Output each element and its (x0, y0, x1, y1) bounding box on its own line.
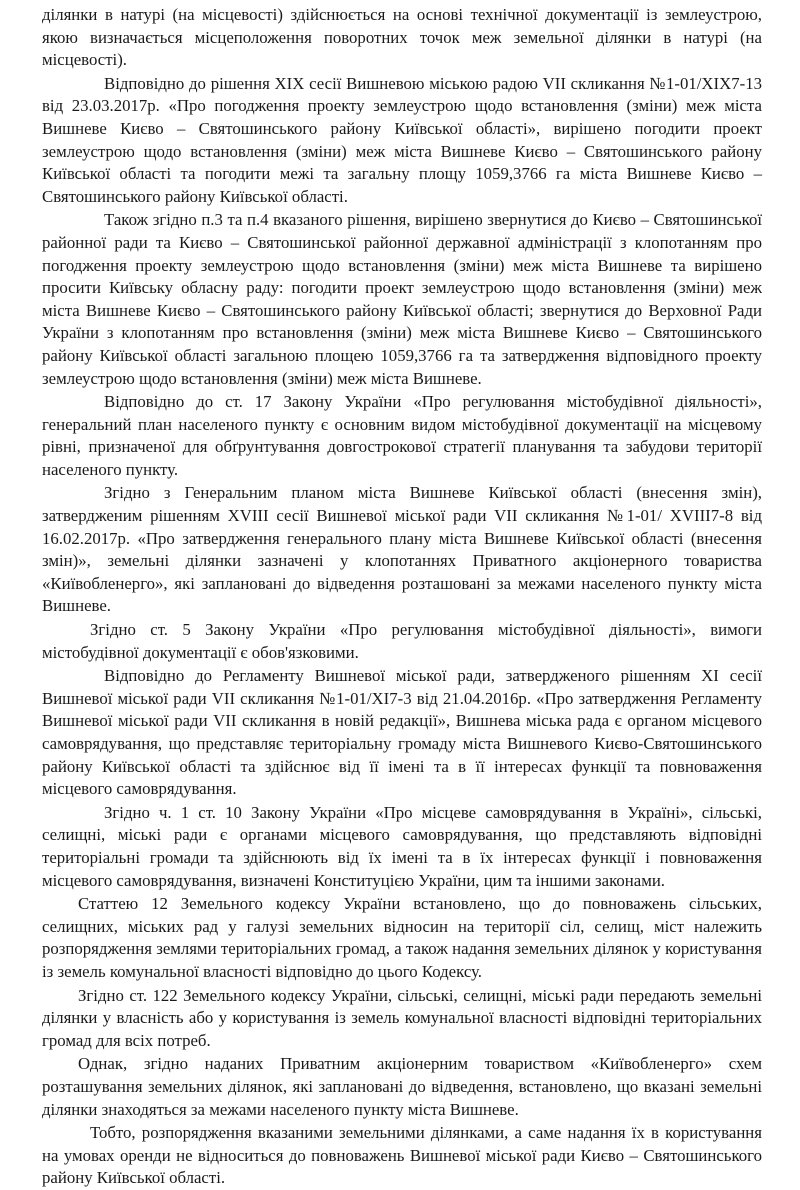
paragraph-article-10: Згідно ч. 1 ст. 10 Закону України «Про місцеве самоврядування в Україні», сільські, селищні, міські ради є органами місцевого самоврядування, що представляють відповідні територіальні громади та здійснюють від їх імені та в їх інтересах функції і повноваження місцевого самоврядування, визначені Конституцією України, цим та іншими законами. (42, 802, 762, 890)
paragraph-conclusion: Тобто, розпорядження вказаними земельними ділянками, а саме надання їх в користування на умовах оренди не відноситься до повноважень Вишневої міської ради Києво – Святошинського району Київської області. (42, 1123, 762, 1188)
paragraph-regulations: Відповідно до Регламенту Вишневої міської ради, затвердженого рішенням XI сесії Вишневої міської ради VII скликання №1-01/XI7-3 від 21.04.2016р. «Про затвердження Регламенту Вишневої міської ради VII скликання в новій редакції», Вишнева міська рада є органом місцевого самоврядування, що представляє територіальну громаду міста Вишневого Києво-Святошинського району Київської області та здійснює від її імені та в її інтересах функції та повноваження місцевого самоврядування. (42, 666, 762, 799)
paragraph-continuation: ділянки в натурі (на місцевості) здійснюється на основі технічної документації із землеустрою, якою визначається місцеположення поворотних точок меж земельної ділянки в натурі (на місцевості). (42, 5, 762, 70)
paragraph-article-12: Статтею 12 Земельного кодексу України встановлено, що до повноважень сільських, селищних, міських рад у галузі земельних відносин на території сіл, селищ, міст належить розпорядження землями територіальних громад, а також надання земельних ділянок у користування із земель комунальної власності відповідно до цього Кодексу. (42, 894, 762, 981)
paragraph-article-5: Згідно ст. 5 Закону України «Про регулювання містобудівної діяльності», вимоги містобудівної документації є обов'язковими. (42, 620, 762, 662)
paragraph-schemes: Однак, згідно наданих Приватним акціонерним товариством «Київобленерго» схем розташування земельних ділянок, які заплановані до відведення, встановлено, що вказані земельні ділянки знаходяться за межами населеного пункту міста Вишневе. (42, 1054, 762, 1119)
paragraph-decision-xix-session: Відповідно до рішення XIX сесії Вишневою міською радою VII скликання №1-01/XIX7-13 від 23.03.2017р. «Про погодження проекту землеустрою щодо встановлення (зміни) меж міста Вишневе Києво – Святошинського району Київської області», вирішено погодити проект землеустрою щодо встановлення (зміни) меж міста Вишневе Києво – Святошинського району Київської області та погодити межі та загальну площу 1059,3766 га міста Вишневе Києво – Святошинського району Київської області. (42, 73, 762, 206)
paragraph-article-17: Відповідно до ст. 17 Закону України «Про регулювання містобудівної діяльності», генеральний план населеного пункту є основним видом містобудівної документації на місцевому рівні, призначеної для обґрунтування довгострокової стратегії планування та забудови території населеного пункту. (42, 392, 762, 479)
paragraph-items-3-4: Також згідно п.3 та п.4 вказаного рішення, вирішено звернутися до Києво – Святошинської районної ради та Києво – Святошинської районної державної адміністрації з клопотанням про погодження проекту землеустрою щодо встановлення (зміни) меж міста Вишневе та вирішено просити Київську обласну раду: погодити проект землеустрою щодо встановлення (зміни) меж міста Вишневе Києво – Святошинського району Київської області; звернутися до Верховної Ради України з клопотанням про встановлення (зміни) меж міста Вишневе Києво – Святошинського району Київської області загальною площею 1059,3766 га та затвердження відповідного проекту землеустрою щодо встановлення (зміни) меж міста Вишневе. (42, 210, 762, 388)
paragraph-article-122: Згідно ст. 122 Земельного кодексу України, сільські, селищні, міські ради передають земельні ділянки у власність або у користування із земель комунальної власності відповідні територіальних громад для всіх потреб. (42, 985, 762, 1050)
paragraph-general-plan: Згідно з Генеральним планом міста Вишневе Київської області (внесення змін), затвердженим рішенням XVIII сесії Вишневої міської ради VII скликання №1-01/ XVIII7-8 від 16.02.2017р. «Про затвердження генерального плану міста Вишневе Київської області (внесення змін)», земельні ділянки зазначені у клопотаннях Приватного акціонерного товариства «Київобленерго», які заплановані до відведення розташовані за межами населеного пункту міста Вишневе. (42, 483, 762, 616)
